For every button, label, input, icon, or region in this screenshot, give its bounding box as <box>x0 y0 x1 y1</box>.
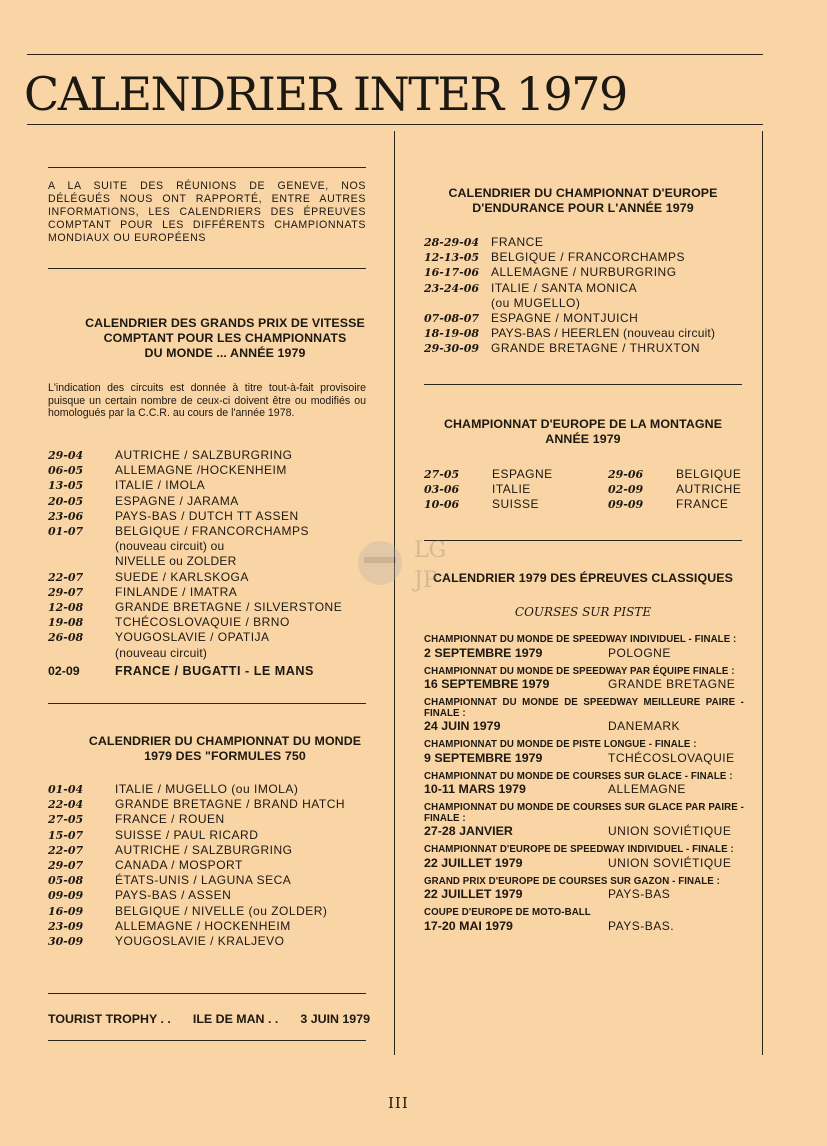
event-country: BELGIQUE <box>676 467 742 481</box>
endurance-bottom-rule <box>424 384 742 385</box>
event-circuit: YOUGOSLAVIE / OPATIJA <box>115 630 270 645</box>
list-item <box>424 341 760 356</box>
event-date: 15-07 <box>48 828 84 842</box>
list-item <box>48 873 378 888</box>
montagne-bottom-rule <box>424 540 742 541</box>
event-circuit: GRANDE BRETAGNE / BRAND HATCH <box>115 797 346 812</box>
montagne-heading <box>405 417 761 447</box>
event-date: 30-09 <box>48 935 84 949</box>
tourist-trophy-date: 3 JUIN 1979 <box>300 1012 370 1026</box>
event-date: 03-06 <box>424 483 460 497</box>
f750-heading <box>48 734 402 764</box>
watermark-logo <box>350 527 460 607</box>
event-country: DANEMARK <box>608 719 681 733</box>
event-date: 29-30-09 <box>424 342 480 356</box>
top-rule <box>27 54 763 55</box>
gp-calendar-list <box>48 448 378 679</box>
event-circuit: GRANDE BRETAGNE / THRUXTON <box>491 341 701 356</box>
event-date: 2 SEPTEMBRE 1979 <box>424 645 543 660</box>
event-date: 26-08 <box>48 631 84 645</box>
event-circuit: SUISSE / PAUL RICARD <box>115 827 259 842</box>
montagne-heading-line: ANNÉE 1979 <box>545 432 621 446</box>
event-date: 22-07 <box>48 843 84 857</box>
page-title: CALENDRIER INTER 1979 <box>24 67 627 121</box>
list-item <box>48 646 378 661</box>
endurance-heading-line: CALENDRIER DU CHAMPIONNAT D'EUROPE <box>448 186 718 200</box>
list-item <box>48 615 378 630</box>
event-circuit: YOUGOSLAVIE / KRALJEVO <box>115 934 285 949</box>
event-date: 02-09 <box>608 483 644 497</box>
event-circuit: BELGIQUE / NIVELLE (ou ZOLDER) <box>115 903 328 918</box>
event-circuit: ÉTATS-UNIS / LAGUNA SECA <box>115 873 292 888</box>
event-date: 22-04 <box>48 798 84 812</box>
tourist-trophy-label: TOURIST TROPHY . . <box>48 1012 171 1026</box>
list-item <box>424 235 760 250</box>
list-item <box>48 812 378 827</box>
gp-heading-line: COMPTANT POUR LES CHAMPIONNATS <box>103 331 347 345</box>
list-item <box>424 250 760 265</box>
event-circuit: (ou MUGELLO) <box>491 295 581 310</box>
event-circuit: ITALIE / MUGELLO (ou IMOLA) <box>115 782 299 796</box>
list-item <box>424 311 760 326</box>
event-date: 16 SEPTEMBRE 1979 <box>424 677 550 691</box>
list-item <box>424 326 760 341</box>
list-item <box>424 698 744 734</box>
tourist-trophy-place: ILE DE MAN . . <box>192 1012 279 1026</box>
list-item <box>424 740 744 766</box>
event-date: 16-09 <box>48 904 84 918</box>
event-title: COUPE D'EUROPE DE MOTO-BALL <box>424 907 591 918</box>
list-item <box>48 843 378 858</box>
list-item <box>424 845 744 871</box>
event-date: 05-08 <box>48 874 84 888</box>
event-date: 23-09 <box>48 919 84 933</box>
event-date: 09-09 <box>608 498 644 512</box>
classiques-event-list <box>424 635 744 934</box>
list-item <box>48 585 378 600</box>
montagne-calendar-grid <box>424 467 760 513</box>
event-circuit: ESPAGNE / JARAMA <box>115 493 239 508</box>
event-circuit: TCHÉCOSLOVAQUIE / BRNO <box>115 615 290 630</box>
event-date: 01-04 <box>48 783 84 796</box>
gp-heading-line: CALENDRIER DES GRANDS PRIX DE VITESSE <box>85 316 365 330</box>
watermark-text: LG <box>414 538 447 563</box>
classiques-heading: CALENDRIER 1979 DES ÉPREUVES CLASSIQUES <box>433 571 733 585</box>
event-date: 29-07 <box>48 585 84 599</box>
f750-heading-line: 1979 DES "FORMULES 750 <box>144 749 306 763</box>
list-item <box>48 524 378 539</box>
event-circuit: CANADA / MOSPORT <box>115 858 243 873</box>
event-date: 10-06 <box>424 498 460 512</box>
event-date: 19-08 <box>48 616 84 630</box>
watermark-glasses-shape <box>364 557 396 563</box>
list-item <box>48 782 378 797</box>
list-item <box>424 803 744 839</box>
event-date <box>48 539 115 554</box>
list-item <box>48 463 378 478</box>
event-date: 18-19-08 <box>424 327 480 341</box>
event-circuit: ALLEMAGNE / NURBURGRING <box>491 265 677 280</box>
event-circuit: PAYS-BAS / DUTCH TT ASSEN <box>115 508 299 523</box>
event-country: PAYS-BAS. <box>608 918 675 933</box>
event-date: 20-05 <box>48 494 84 508</box>
list-item <box>48 539 378 554</box>
event-country: ALLEMAGNE <box>608 782 686 796</box>
event-date: 27-28 JANVIER <box>424 824 513 838</box>
event-country: ITALIE <box>492 482 531 497</box>
event-date: 22 JUILLET 1979 <box>424 855 523 870</box>
list-item <box>424 667 744 693</box>
list-item <box>424 908 744 934</box>
list-item <box>48 570 378 585</box>
event-circuit: (nouveau circuit) <box>115 645 208 660</box>
event-circuit: (nouveau circuit) ou <box>115 539 225 554</box>
event-date: 16-17-06 <box>424 266 480 280</box>
event-date: 29-06 <box>608 468 644 481</box>
event-country: AUTRICHE <box>676 482 742 497</box>
event-date: 22-07 <box>48 570 84 584</box>
event-date: 23-06 <box>48 509 84 523</box>
event-circuit: FINLANDE / IMATRA <box>115 584 238 599</box>
event-circuit: BELGIQUE / FRANCORCHAMPS <box>115 524 310 539</box>
list-item <box>48 600 378 615</box>
list-item <box>48 888 378 903</box>
list-item <box>48 448 378 463</box>
event-circuit: AUTRICHE / SALZBURGRING <box>115 842 293 857</box>
list-item <box>48 934 378 949</box>
list-item <box>48 904 378 919</box>
list-item-final <box>48 664 378 679</box>
list-item <box>424 877 744 903</box>
event-country: PAYS-BAS <box>608 887 671 901</box>
event-title: CHAMPIONNAT D'EUROPE DE SPEEDWAY INDIVIDUEL - FINALE : <box>424 844 734 855</box>
event-date <box>48 554 115 569</box>
event-circuit: ITALIE / IMOLA <box>115 478 206 493</box>
event-date <box>424 296 491 311</box>
event-country: GRANDE BRETAGNE <box>608 677 736 691</box>
tourist-top-rule <box>48 993 366 994</box>
event-circuit: FRANCE <box>491 235 544 249</box>
event-date <box>48 646 115 661</box>
event-date: 17-20 MAI 1979 <box>424 918 513 933</box>
f750-heading-line: CALENDRIER DU CHAMPIONNAT DU MONDE <box>88 734 362 748</box>
list-item <box>424 635 744 661</box>
f750-calendar-list <box>48 782 378 949</box>
event-date: 28-29-04 <box>424 236 480 249</box>
event-date: 07-08-07 <box>424 312 480 326</box>
event-circuit: GRANDE BRETAGNE / SILVERSTONE <box>115 600 343 615</box>
gp-bottom-rule <box>48 703 366 704</box>
event-title: CHAMPIONNAT DU MONDE DE COURSES SUR GLACE - FINALE : <box>424 770 733 782</box>
event-country: TCHÉCOSLOVAQUIE <box>608 750 735 765</box>
montagne-heading-line: CHAMPIONNAT D'EUROPE DE LA MONTAGNE <box>443 417 723 431</box>
event-circuit: ITALIE / SANTA MONICA <box>491 280 638 295</box>
event-title: CHAMPIONNAT DU MONDE DE SPEEDWAY PAR ÉQUIPE FINALE : <box>424 665 735 677</box>
event-country: SUISSE <box>492 497 540 512</box>
list-item <box>48 919 378 934</box>
event-circuit: FRANCE / BUGATTI - LE MANS <box>115 663 314 678</box>
event-date: 13-05 <box>48 479 84 493</box>
event-title: GRAND PRIX D'EUROPE DE COURSES SUR GAZON - FINALE : <box>424 875 720 887</box>
event-date: 10-11 MARS 1979 <box>424 782 526 796</box>
list-item <box>48 858 378 873</box>
event-date: 29-07 <box>48 859 84 873</box>
event-circuit: PAYS-BAS / HEERLEN (nouveau circuit) <box>491 326 716 341</box>
list-item <box>48 494 378 509</box>
event-date: 02-09 <box>48 663 80 678</box>
event-circuit: PAYS-BAS / ASSEN <box>115 888 232 903</box>
watermark-text: JP <box>414 568 438 593</box>
intro-text: A LA SUITE DES RÉUNIONS DE GENEVE, NOS DÉLÉGUÉS NOUS ONT RAPPORTÉ, ENTRE AUTRES INFORMATIONS, LES CALENDRIERS DES ÉPREUVES COMPTANT POUR LES DIFFÉRENTS CHAMPIONNATS MONDIAUX OU EUROPÉENS <box>48 180 366 244</box>
gp-heading <box>48 316 402 361</box>
event-circuit: ALLEMAGNE /HOCKENHEIM <box>115 463 287 478</box>
event-circuit: ESPAGNE / MONTJUICH <box>491 311 639 326</box>
event-date: 12-08 <box>48 601 84 615</box>
event-circuit: FRANCE / ROUEN <box>115 812 225 827</box>
event-date: 24 JUIN 1979 <box>424 719 501 733</box>
event-date: 06-05 <box>48 464 84 478</box>
event-title: CHAMPIONNAT DU MONDE DE PISTE LONGUE - FINALE : <box>424 739 697 750</box>
event-date: 27-05 <box>424 468 460 481</box>
intro-top-rule <box>48 167 366 168</box>
tourist-trophy-line <box>48 1012 370 1026</box>
event-title: CHAMPIONNAT DU MONDE DE SPEEDWAY INDIVIDUEL - FINALE : <box>424 634 737 645</box>
event-date: 23-24-06 <box>424 281 480 295</box>
list-item <box>48 554 378 569</box>
list-item <box>424 281 760 296</box>
endurance-calendar-list <box>424 235 760 357</box>
event-title: CHAMPIONNAT DU MONDE DE COURSES SUR GLACE PAR PAIRE - FINALE : <box>424 802 744 824</box>
event-date: 09-09 <box>48 889 84 903</box>
endurance-heading-line: D'ENDURANCE POUR L'ANNÉE 1979 <box>472 201 694 215</box>
title-rule <box>27 124 763 125</box>
gp-heading-line: DU MONDE ... ANNÉE 1979 <box>144 346 306 360</box>
event-circuit: NIVELLE ou ZOLDER <box>115 554 237 569</box>
endurance-heading <box>405 186 761 216</box>
list-item <box>48 478 378 493</box>
event-circuit: ALLEMAGNE / HOCKENHEIM <box>115 918 291 933</box>
event-date: 22 JUILLET 1979 <box>424 887 523 901</box>
event-circuit: SUEDE / KARLSKOGA <box>115 569 249 584</box>
gp-note: L'indication des circuits est donnée à titre tout-à-fait provisoire puisque un certain nombre de ceux-ci doivent être ou modifiés ou homologués par la C.C.R. au cours de l'année 1978. <box>48 382 366 420</box>
event-circuit: AUTRICHE / SALZBURGRING <box>115 448 293 462</box>
intro-bottom-rule <box>48 268 366 269</box>
list-item <box>48 509 378 524</box>
event-country: ESPAGNE <box>492 467 553 481</box>
list-item <box>48 828 378 843</box>
event-country: POLOGNE <box>608 645 671 660</box>
event-country: UNION SOVIÉTIQUE <box>608 855 732 870</box>
event-circuit: BELGIQUE / FRANCORCHAMPS <box>491 250 686 265</box>
list-item <box>48 630 378 645</box>
event-title: CHAMPIONNAT DU MONDE DE SPEEDWAY MEILLEURE PAIRE - FINALE : <box>424 697 744 719</box>
event-date: 29-04 <box>48 449 84 462</box>
event-date: 9 SEPTEMBRE 1979 <box>424 750 543 765</box>
list-item <box>424 265 760 280</box>
event-date: 27-05 <box>48 813 84 827</box>
right-frame-line <box>762 131 763 1055</box>
event-date: 12-13-05 <box>424 251 480 265</box>
classiques-subheading: COURSES SUR PISTE <box>514 605 652 619</box>
event-country: FRANCE <box>676 497 729 512</box>
list-item <box>48 797 378 812</box>
tourist-bottom-rule <box>48 1040 366 1041</box>
event-date: 01-07 <box>48 525 84 539</box>
event-country: UNION SOVIÉTIQUE <box>608 824 732 838</box>
list-item <box>424 772 744 798</box>
page-number: III <box>388 1094 409 1112</box>
list-item <box>424 296 760 311</box>
